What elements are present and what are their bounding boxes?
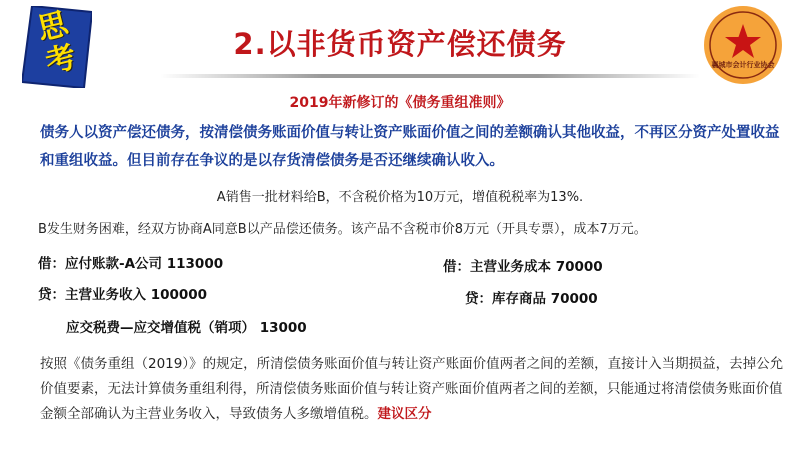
conclusion-text: 按照《债务重组（2019）》的规定，所清偿债务账面价值与转让资产账面价值两者之间的差额，直接计入当期损益，去掉公允价值要素，无法计算债务重组利得，所清偿债务账面价值与转让资产账面价值两者之间的差额，只能通过将清偿债务账面价值金额全部确认为主营业务收入，导致债务人多缴增值税。 — [40, 356, 784, 422]
suggestion-highlight: 建议区分 — [377, 406, 432, 422]
journal-debit-payable: 借：应付账款-A公司 113000 — [38, 256, 224, 272]
journal-credit-inventory: 贷：库存商品 70000 — [465, 291, 598, 307]
journal-credit-vat: 应交税费—应交增值税（销项） 13000 — [66, 320, 307, 336]
example-line-1: A销售一批材料给B，不含税价格为10万元，增值税税率为13%. — [216, 190, 584, 205]
journal-credit-revenue: 贷：主营业务收入 100000 — [38, 287, 208, 303]
summary-paragraph: 债务人以资产偿还债务，按清偿债务账面价值与转让资产账面价值之间的差额确认其他收益，不再区分资产处置收益和重组收益。但目前存在争议的是以存货清偿债务是否还继续确认收入。 — [40, 125, 780, 169]
conclusion-paragraph — [40, 352, 785, 427]
title-underline — [160, 74, 700, 78]
page-title: 2.以非货币资产偿还债务 — [233, 27, 567, 61]
journal-debit-cost: 借：主营业务成本 70000 — [443, 259, 603, 275]
seal-text: 襄城市会计行业协会 — [711, 61, 775, 69]
association-seal — [702, 4, 784, 86]
badge-char-1: 思 — [33, 6, 72, 48]
example-line-2: B发生财务困难，经双方协商A同意B以产品偿还债务。该产品不含税市价8万元（开具专票），成本7万元。 — [38, 222, 647, 237]
subtitle: 2019年新修订的《债务重组准则》 — [289, 95, 511, 111]
badge-char-2: 考 — [42, 39, 80, 81]
seal-icon — [702, 4, 784, 86]
